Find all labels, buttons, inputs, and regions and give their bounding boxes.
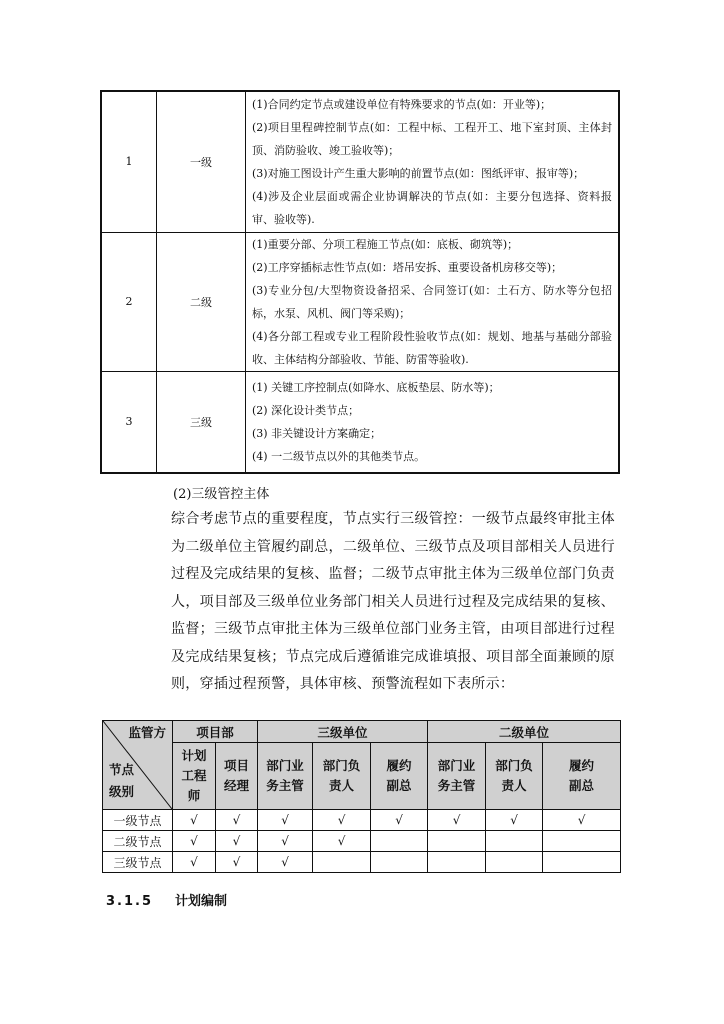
row-level: 二级 <box>157 232 246 371</box>
check-cell: √ <box>313 831 371 852</box>
subheading: (2)三级管控主体 <box>173 487 270 502</box>
row-label: 一级节点 <box>103 810 173 831</box>
description-item: (4) 一二级节点以外的其他类节点。 <box>252 449 426 463</box>
column-header: 计划 工程 师 <box>173 743 216 810</box>
description-item: (1)重要分部、分项工程施工节点(如：底板、砌筑等)； <box>252 237 519 251</box>
description-item: (1)合同约定节点或建设单位有特殊要求的节点(如：开业等)； <box>252 97 552 111</box>
check-cell: √ <box>428 810 486 831</box>
section-number: 3.1.5 <box>106 894 154 909</box>
check-cell: √ <box>486 810 543 831</box>
row-description <box>246 232 620 371</box>
section-heading <box>106 890 227 909</box>
check-cell: √ <box>371 810 428 831</box>
group-header: 三级单位 <box>258 721 428 743</box>
description-item: (4)各分部工程或专业工程阶段性验收节点(如：规划、地基与基础分部验收、主体结构分部验收、节能、防雷等验收). <box>252 329 612 366</box>
row-number: 1 <box>101 91 157 232</box>
row-number: 3 <box>101 371 157 473</box>
body-paragraph: 综合考虑节点的重要程度，节点实行三级管控：一级节点最终审批主体为二级单位主管履约副总，二级单位、三级节点及项目部相关人员进行过程及完成结果的复核、监督；二级节点审批主体为三级单位部门负责人，项目部及三级单位业务部门相关人员进行过程及完成结果的复核、监督；三级节点审批主体为三级单位部门业务主管，由项目部进行过程及完成结果复核；节点完成后遵循谁完成谁填报、项目部全面兼顾的原则，穿插过程预警，具体审核、预警流程如下表所示： <box>171 511 615 692</box>
node-level-label-line: 级别 <box>109 784 135 799</box>
supervisor-label: 监管方 <box>128 725 166 740</box>
check-cell <box>428 831 486 852</box>
header-row <box>103 743 621 810</box>
column-header: 履约 副总 <box>543 743 621 810</box>
check-cell: √ <box>258 810 313 831</box>
column-header: 部门业 务主管 <box>428 743 486 810</box>
column-header: 履约 副总 <box>371 743 428 810</box>
row-description <box>246 371 620 473</box>
description-item: (3) 非关键设计方案确定； <box>252 426 382 440</box>
check-cell: √ <box>173 831 216 852</box>
row-description <box>246 91 620 232</box>
row-level: 三级 <box>157 371 246 473</box>
check-cell <box>371 831 428 852</box>
table-row <box>101 371 619 473</box>
table-row <box>101 232 619 371</box>
check-cell <box>313 852 371 873</box>
check-cell: √ <box>258 831 313 852</box>
table-row <box>103 852 621 873</box>
description-item: (2)工序穿插标志性节点(如：塔吊安拆、重要设备机房移交等)； <box>252 260 563 274</box>
check-cell: √ <box>173 810 216 831</box>
corner-cell <box>103 721 173 810</box>
row-label: 三级节点 <box>103 852 173 873</box>
column-header: 部门负 责人 <box>313 743 371 810</box>
check-cell <box>371 852 428 873</box>
node-level-label-line: 节点 <box>109 762 135 777</box>
row-label: 二级节点 <box>103 831 173 852</box>
check-cell: √ <box>313 810 371 831</box>
description-item: (2)项目里程碑控制节点(如：工程中标、工程开工、地下室封顶、主体封顶、消防验收、竣工验收等)； <box>252 120 612 157</box>
check-cell: √ <box>173 852 216 873</box>
row-number: 2 <box>101 232 157 371</box>
description-item: (4)涉及企业层面或需企业协调解决的节点(如：主要分包选择、资料报审、验收等). <box>252 189 612 226</box>
group-header: 项目部 <box>173 721 258 743</box>
check-cell <box>543 852 621 873</box>
check-cell: √ <box>258 852 313 873</box>
approval-matrix-table <box>102 720 621 873</box>
check-cell <box>486 831 543 852</box>
node-level-label <box>109 759 134 803</box>
table-row <box>103 810 621 831</box>
description-item: (3)对施工图设计产生重大影响的前置节点(如：图纸评审、报审等)； <box>252 166 585 180</box>
section-title: 计划编制 <box>175 894 228 909</box>
check-cell <box>428 852 486 873</box>
check-cell: √ <box>543 810 621 831</box>
check-cell: √ <box>216 810 258 831</box>
table-row <box>101 91 619 232</box>
check-cell: √ <box>216 831 258 852</box>
header-row <box>103 721 621 743</box>
check-cell <box>486 852 543 873</box>
description-item: (2) 深化设计类节点； <box>252 403 360 417</box>
check-cell: √ <box>216 852 258 873</box>
node-level-table <box>100 90 620 474</box>
group-header: 二级单位 <box>428 721 621 743</box>
check-cell <box>543 831 621 852</box>
description-item: (1) 关键工序控制点(如降水、底板垫层、防水等)； <box>252 380 500 394</box>
column-header: 部门业 务主管 <box>258 743 313 810</box>
table-row <box>103 831 621 852</box>
row-level: 一级 <box>157 91 246 232</box>
column-header: 项目 经理 <box>216 743 258 810</box>
column-header: 部门负 责人 <box>486 743 543 810</box>
description-item: (3)专业分包/大型物资设备招采、合同签订(如：土石方、防水等分包招标，水泵、风机、阀门等采购)； <box>252 283 612 320</box>
